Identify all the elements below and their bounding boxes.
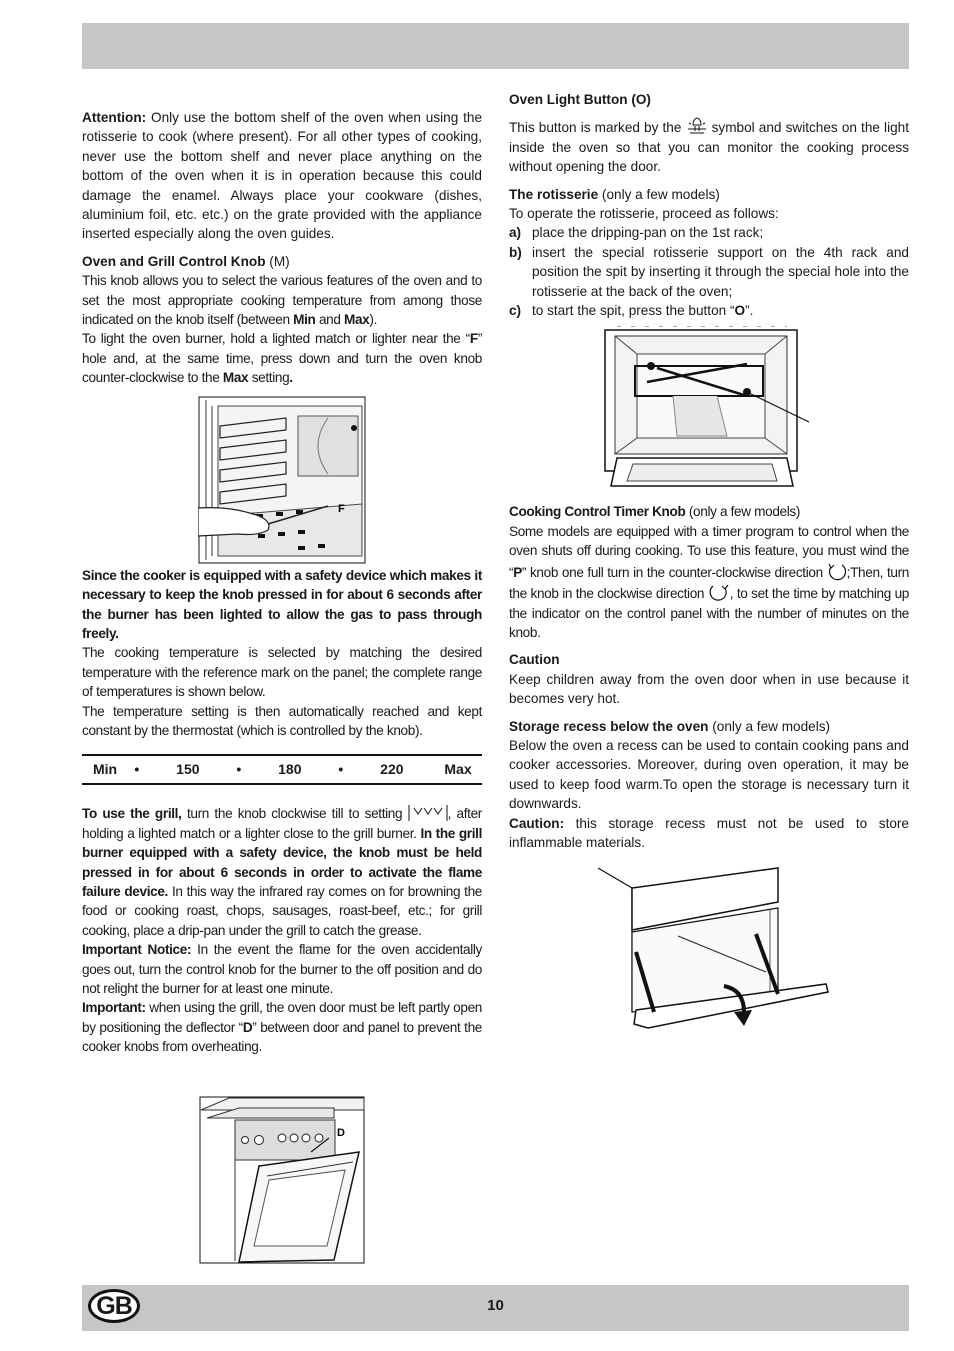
oven-light-text-2: symbol and switches on the light inside the oven so that you can monitor the cooking process without opening the door. [509, 120, 909, 175]
important-text-1: when using the grill, the oven door must be left partly open by positioning the deflector “ [82, 1000, 482, 1035]
knob-min: Min [293, 312, 316, 328]
temp-scale-cell: • [134, 761, 140, 778]
caution-text: Keep children away from the oven door when in use because it becomes very hot. [509, 671, 909, 707]
list-item [509, 301, 909, 320]
storage-recess-figure [596, 862, 830, 1032]
attention-text: Only use the bottom shelf of the oven when using the rotisserie to cook (where present). For all other types of cooking, never use the bottom shelf and never place anything on the bottom of the oven when it is in operation because this could damage the enamel. Always place your cookware (dishes, aluminium foil, etc. etc.) on the grate provided with the appliance inserted especially along the oven guides. [82, 110, 482, 242]
storage-caution-text: this storage recess must not be used to store inflammable materials. [509, 815, 909, 850]
timer-text-4: , to set the time by matching up the indicator on the control panel with the number of minutes on the knob. [509, 586, 909, 640]
step-label: b) [509, 244, 522, 260]
important-d: D [242, 1019, 253, 1035]
knob-paragraph [82, 271, 482, 329]
language-badge: GB [88, 1289, 140, 1323]
rotisserie-heading [509, 185, 909, 204]
step-label: c) [509, 303, 522, 319]
oven-light-text-1: This button is marked by the [509, 120, 686, 136]
lighting-max: Max [222, 370, 249, 386]
counter-clockwise-icon [827, 561, 847, 581]
footer-bar [82, 1285, 909, 1331]
figure-d-label: D [337, 1127, 345, 1139]
temp-scale-cell: 220 [380, 761, 404, 778]
rotisserie-suffix: (only a few models) [598, 186, 720, 202]
list-item [509, 223, 909, 242]
storage-text: Below the oven a recess can be used to contain cooking pans and cooker accessories. Moreover, during oven operation, it may be used to keep food warm.To open the storage is necessary turn it downwards. [509, 737, 909, 812]
lighting-text-3: setting [248, 370, 290, 386]
timer-suffix: (only a few models) [685, 504, 801, 520]
step-text-before: to start the spit, press the button “ [532, 303, 735, 319]
cooker-door-figure [199, 1096, 365, 1264]
left-column [82, 108, 482, 1057]
temperature-paragraph-2: The temperature setting is then automatically reached and kept constant by the thermostat (which is controlled by the knob). [82, 703, 482, 738]
grill-text-3: In this way the infrared ray comes on for browning the food or cooking roast, chops, sausages, roast-beef, etc.; for grill cooking, place a drip-pan under the grill to catch the grease. [82, 883, 483, 938]
grill-label: To use the grill, [82, 806, 182, 822]
notice-label: Important Notice: [82, 942, 192, 958]
grill-text-1: turn the knob clockwise till to setting [181, 806, 408, 822]
timer-text-3: ;Then, turn the knob in the clockwise direction [509, 564, 909, 602]
step-text: place the dripping-pan on the 1st rack; [532, 225, 764, 241]
storage-caution-label: Caution: [509, 815, 565, 831]
page-number: 10 [487, 1297, 504, 1314]
step-text [532, 301, 909, 320]
figure-f-label: F [338, 502, 345, 515]
rotisserie-intro: To operate the rotisserie, proceed as follows: [509, 206, 779, 222]
temperature-paragraph-1: The cooking temperature is selected by matching the desired temperature with the reference mark on the panel; the complete range of temperatures is shown below. [82, 645, 482, 700]
lighting-end: . [289, 370, 293, 386]
knob-and: and [315, 312, 344, 328]
temp-scale-cell: Max [444, 761, 472, 778]
notice-text: In the event the flame for the oven accidentally goes out, turn the control knob for the burner to the off position and do not relight the burner for at least one minute. [82, 942, 482, 996]
step-button-o: O [734, 303, 746, 319]
rotisserie-title: The rotisserie [509, 186, 599, 202]
storage-caution-paragraph [509, 814, 909, 853]
grill-text-2: , after holding a lighted match or a lighter close to the grill burner. [82, 806, 482, 841]
timer-title: Cooking Control Timer Knob [509, 504, 686, 520]
clockwise-icon [708, 582, 730, 602]
notice-paragraph [82, 940, 482, 998]
storage-title: Storage recess below the oven [509, 718, 709, 734]
temp-scale-cell: • [338, 761, 344, 778]
temp-scale-cell: 180 [278, 761, 302, 778]
knob-heading [82, 252, 482, 271]
storage-heading [509, 717, 909, 736]
storage-suffix: (only a few models) [708, 718, 831, 734]
oven-lighting-figure [198, 396, 366, 564]
oven-light-paragraph [509, 115, 909, 176]
timer-p: P [513, 564, 522, 580]
temp-scale-cell: 150 [176, 761, 200, 778]
important-label: Important: [82, 1000, 146, 1016]
knob-text-end: ). [369, 312, 378, 328]
grill-setting-icon [408, 805, 448, 821]
grill-safety-bold: In the grill burner equipped with a safety device, the knob must be held pressed in for about 6 seconds in order to activate the flame failure device. [82, 825, 483, 899]
temp-scale-cell: • [236, 761, 242, 778]
attention-paragraph [82, 108, 482, 244]
important-text-2: ” between door and panel to prevent the cooker knobs from overheating. [82, 1019, 482, 1055]
list-item [509, 243, 909, 301]
timer-paragraph [509, 522, 909, 642]
step-text: insert the special rotisserie support on the 4th rack and position the spit by inserting it through the special hole into the rotisserie at the back of the oven; [532, 244, 909, 299]
knob-text: This knob allows you to select the various features of the oven and to set the most appropriate cooking temperature from among those indicated on the knob itself (between [82, 273, 482, 328]
caution-heading: Caution [509, 652, 560, 668]
safety-paragraph: Since the cooker is equipped with a safety device which makes it necessary to keep the knob pressed in for about 6 seconds after the burner has been lighted to allow the gas to pass through freely. [82, 567, 482, 641]
knob-heading-title: Oven and Grill Control Knob [82, 253, 266, 269]
timer-text-1: Some models are equipped with a timer program to control when the oven shuts off during cooking. To use this feature, you must wind the “ [509, 523, 909, 580]
timer-heading [509, 502, 909, 521]
step-label: a) [509, 225, 522, 241]
grill-paragraph [82, 804, 482, 940]
header-bar [82, 23, 909, 69]
knob-max: Max [344, 312, 370, 328]
lighting-text-1: To light the oven burner, hold a lighted match or lighter near the “ [82, 331, 470, 347]
lighting-paragraph [82, 329, 482, 387]
temp-scale-cell: Min [92, 761, 118, 778]
step-text-after: ”. [745, 303, 754, 319]
temperature-scale-table [82, 754, 482, 785]
knob-heading-suffix: (M) [265, 253, 290, 269]
lighting-f: F [469, 331, 478, 347]
oven-light-heading: Oven Light Button (O) [509, 92, 651, 107]
right-column [509, 90, 909, 852]
timer-text-2: ” knob one full turn in the counter-clockwise direction [521, 564, 827, 580]
rotisserie-figure [597, 326, 809, 494]
important-paragraph [82, 998, 482, 1056]
knob-mark-icon [351, 425, 357, 431]
attention-label: Attention: [82, 110, 147, 125]
oven-light-icon [686, 115, 708, 137]
lighting-text-2: ” hole and, at the same time, press down and turn the oven knob counter-clockwise to the [82, 331, 482, 386]
